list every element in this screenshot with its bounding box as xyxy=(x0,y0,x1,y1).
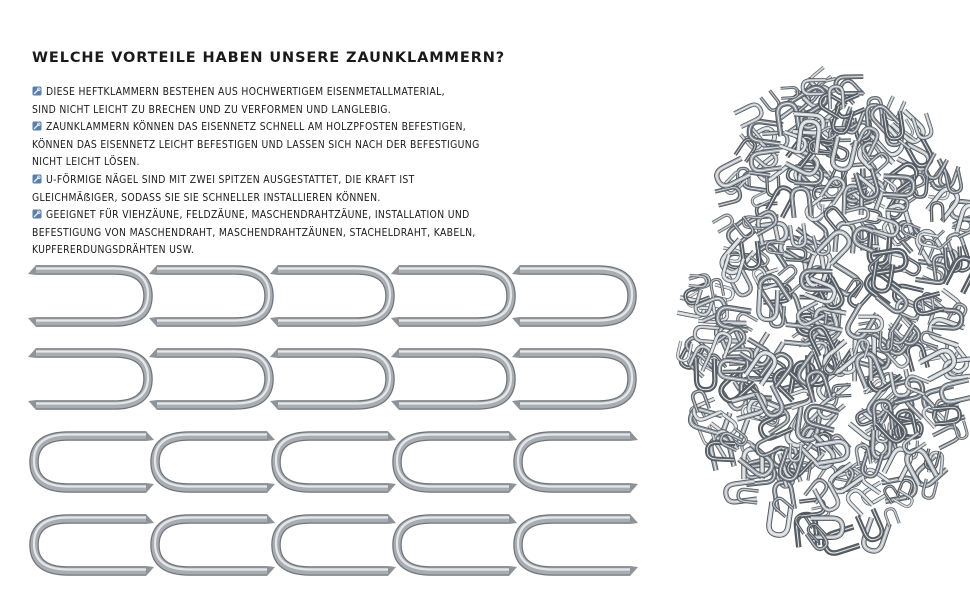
wrench-bolt-icon xyxy=(32,174,42,184)
fence-staple xyxy=(389,256,519,336)
benefit-item xyxy=(32,172,502,207)
fence-staple xyxy=(268,339,398,419)
wrench-bolt-icon xyxy=(32,86,42,96)
fence-staple xyxy=(510,422,640,502)
fence-staple xyxy=(268,422,398,502)
benefit-text-line: KÖNNEN DAS EISENNETZ LEICHT BEFESTIGEN UND LASSEN SICH NACH DER BEFESTIGUNG xyxy=(32,138,480,151)
fence-staple xyxy=(26,339,156,419)
fence-staple xyxy=(389,339,519,419)
benefits-list xyxy=(32,84,502,260)
benefit-text-line: ZAUNKLAMMERN KÖNNEN DAS EISENNETZ SCHNELL AM HOLZPFOSTEN BEFESTIGEN, xyxy=(46,121,467,134)
benefit-text-line: SIND NICHT LEICHT ZU BRECHEN UND ZU VERFORMEN UND LANGLEBIG. xyxy=(32,103,392,116)
benefit-item xyxy=(32,207,502,260)
fence-staple xyxy=(510,505,640,585)
fence-staple xyxy=(510,339,640,419)
fence-staple xyxy=(389,422,519,502)
staple-pile xyxy=(677,67,970,555)
page-headline: WELCHE VORTEILE HABEN UNSERE ZAUNKLAMMERN? xyxy=(32,50,506,66)
wrench-bolt-icon xyxy=(32,121,42,131)
fence-staple xyxy=(147,505,277,585)
fence-staple xyxy=(26,505,156,585)
benefit-text-line: U-FÖRMIGE NÄGEL SIND MIT ZWEI SPITZEN AUSGESTATTET, DIE KRAFT IST xyxy=(46,173,415,186)
fence-staple xyxy=(147,422,277,502)
benefit-text-line: NICHT LEICHT LÖSEN. xyxy=(32,156,140,169)
fence-staple xyxy=(389,505,519,585)
fence-staple xyxy=(26,256,156,336)
benefit-item xyxy=(32,119,502,172)
fence-staple xyxy=(268,505,398,585)
wrench-bolt-icon xyxy=(32,209,42,219)
fence-staple xyxy=(147,339,277,419)
benefit-text-line: DIESE HEFTKLAMMERN BESTEHEN AUS HOCHWERTIGEM EISENMETALLMATERIAL, xyxy=(46,86,445,98)
benefit-item xyxy=(32,84,502,119)
benefit-text-line: GLEICHMÄẞIGER, SODASS SIE SIE SCHNELLER INSTALLIEREN KÖNNEN. xyxy=(32,191,381,204)
staple-pile-photo xyxy=(662,60,970,570)
fence-staple xyxy=(268,256,398,336)
fence-staple xyxy=(26,422,156,502)
benefit-text-line: KUPFERERDUNGSDRÄHTEN USW. xyxy=(32,244,195,257)
benefit-text-line: GEEIGNET FÜR VIEHZÄUNE, FELDZÄUNE, MASCHENDRAHTZÄUNE, INSTALLATION UND xyxy=(46,209,470,222)
fence-staple xyxy=(147,256,277,336)
fence-staple xyxy=(510,256,640,336)
staples-illustration-grid xyxy=(26,256,656,592)
benefit-text-line: BEFESTIGUNG VON MASCHENDRAHT, MASCHENDRAHTZÄUNEN, STACHELDRAHT, KABELN, xyxy=(32,226,476,239)
